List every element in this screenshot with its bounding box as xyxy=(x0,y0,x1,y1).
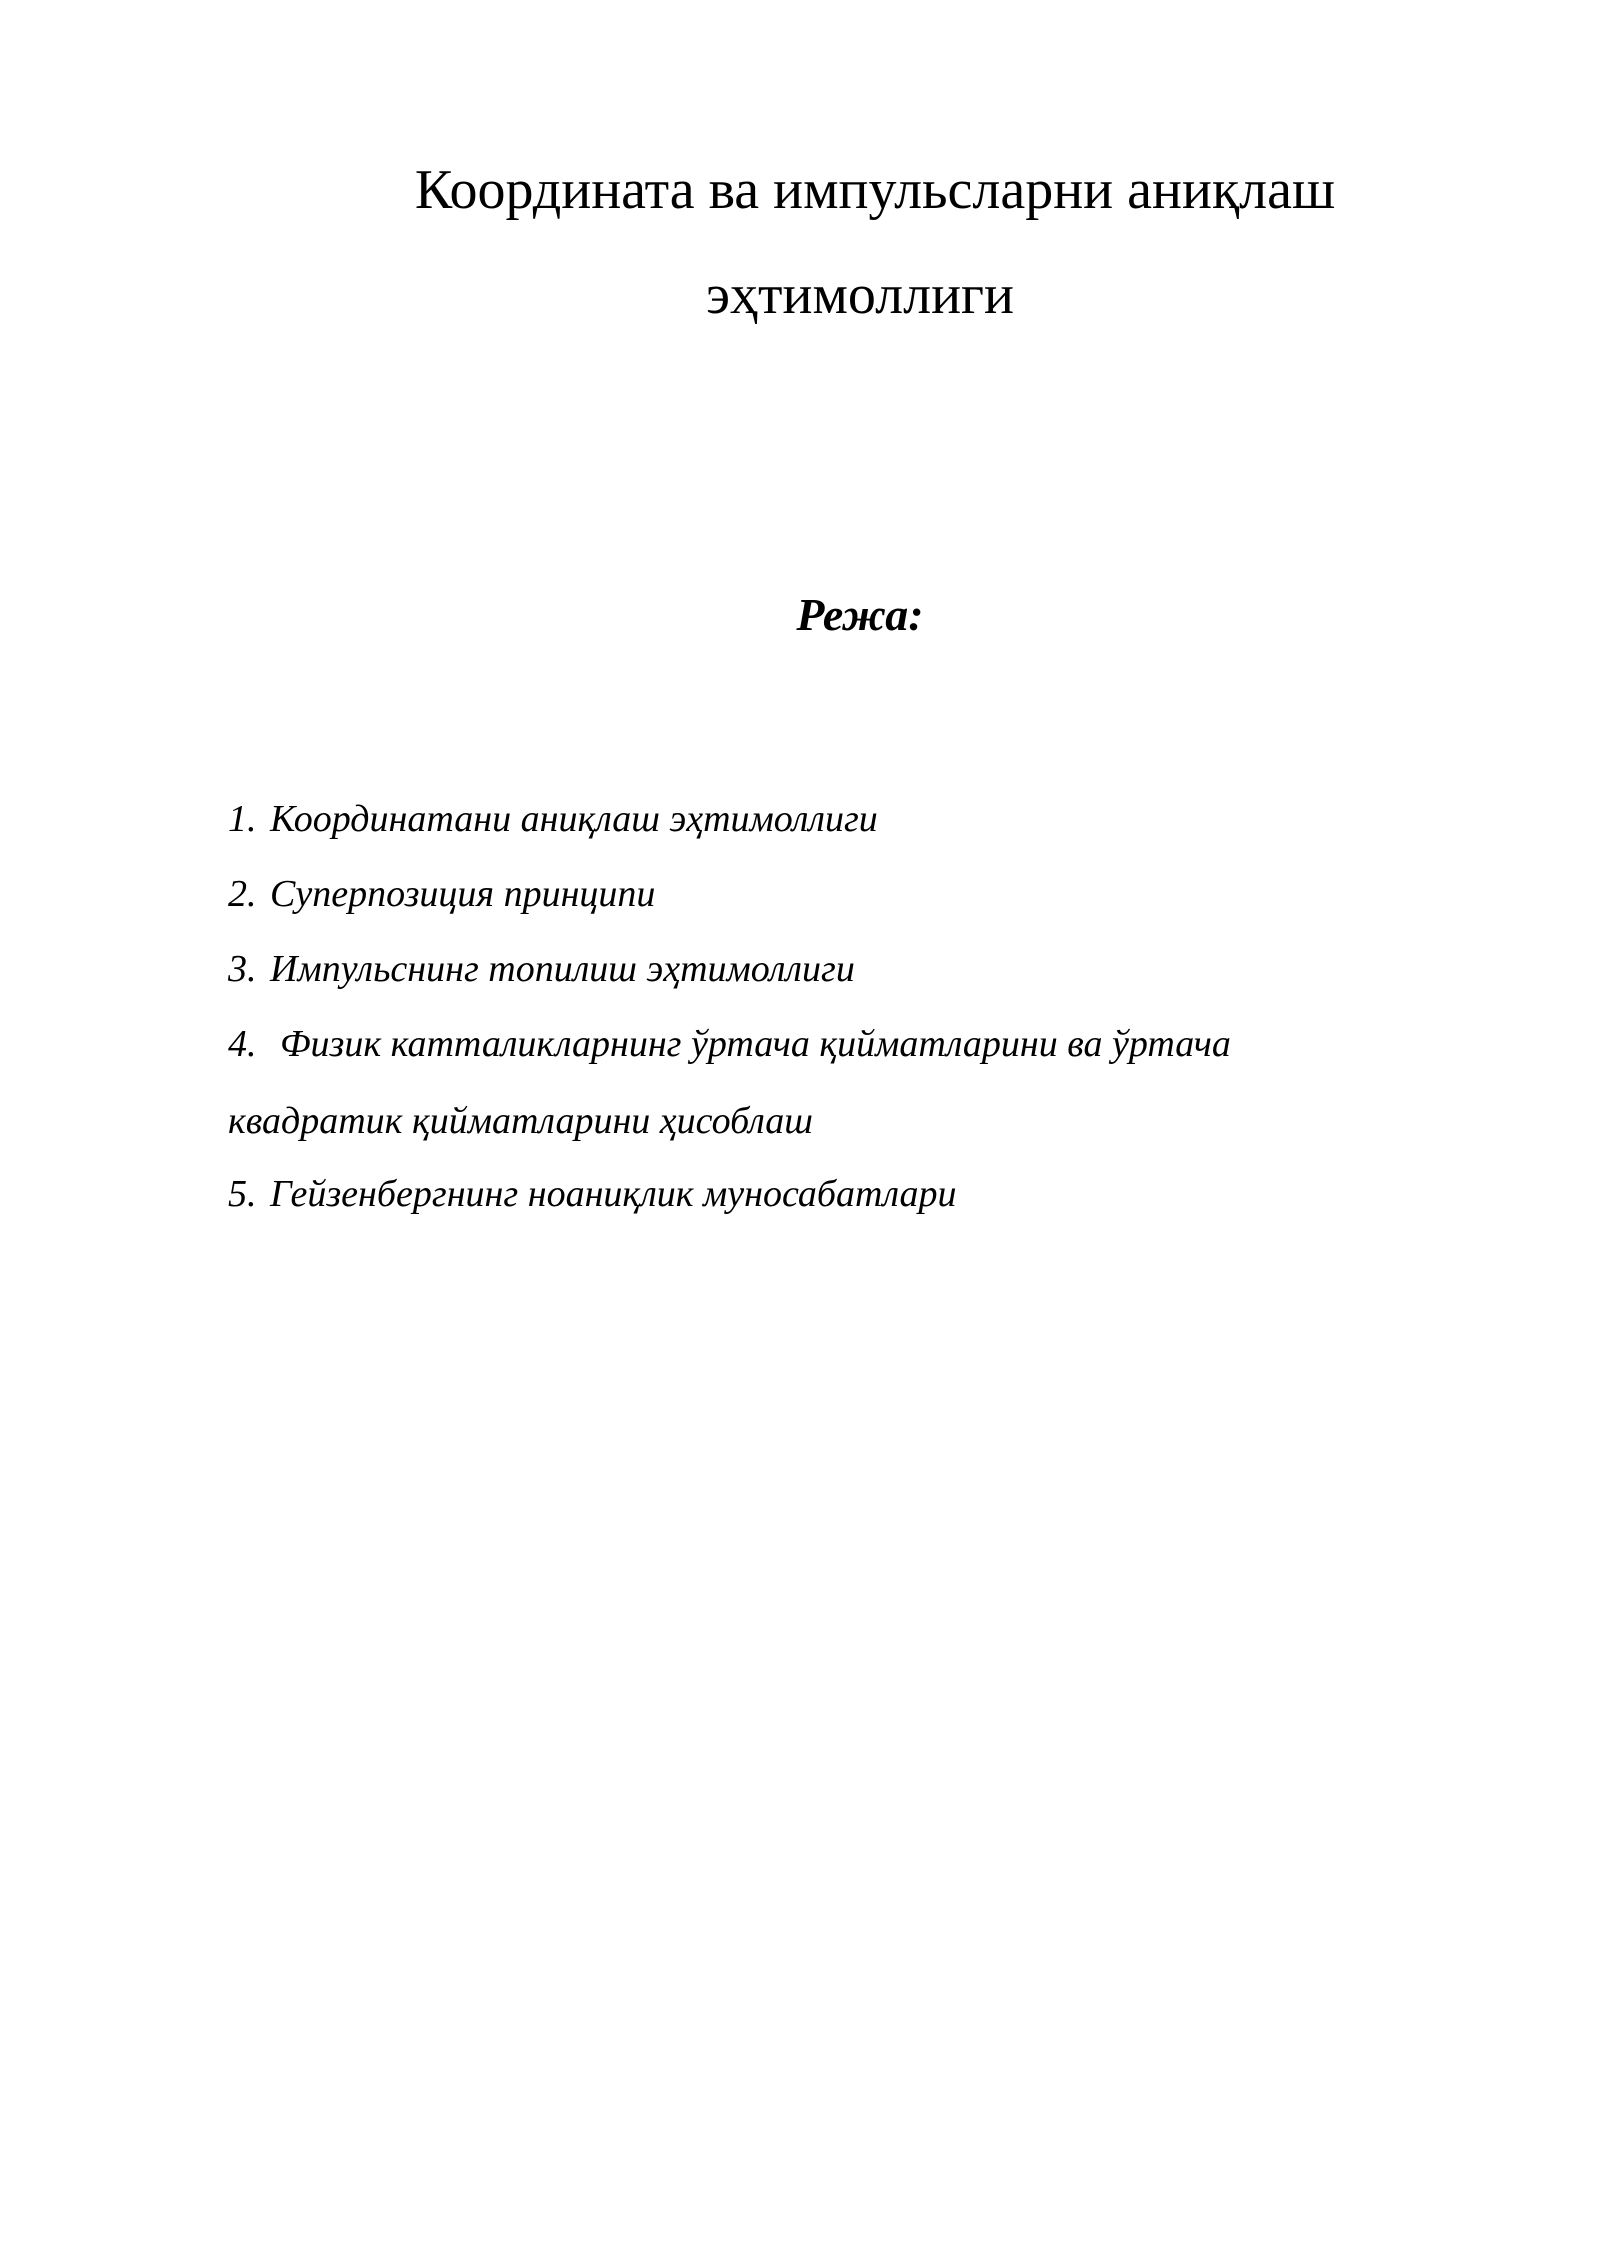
plan-item-number: 1. xyxy=(228,798,257,840)
plan-item-number: 4. xyxy=(228,1023,257,1065)
plan-item-text: Гейзенбергнинг ноаниқлик муносабатлари xyxy=(270,1173,957,1215)
document-title-line-1: Координата ва импульсларни аниқлаш xyxy=(414,159,1336,221)
plan-item-2 xyxy=(228,875,655,913)
plan-item-text: Физик катталикларнинг ўртача қийматларини ва ўртача xyxy=(280,1023,1231,1065)
plan-item-4 xyxy=(228,1025,1231,1063)
plan-item-text: Импульснинг топилиш эҳтимоллиги xyxy=(270,948,855,990)
plan-item-5 xyxy=(228,1175,957,1213)
plan-heading: Режа: xyxy=(796,589,924,640)
document-title-line-2: эҳтимоллиги xyxy=(706,264,1014,326)
plan-item-1 xyxy=(228,800,878,838)
plan-item-text: Суперпозиция принципи xyxy=(270,873,656,915)
plan-item-text: Координатани аниқлаш эҳтимоллиги xyxy=(270,798,878,840)
plan-item-text: квадратик қийматларини ҳисоблаш xyxy=(228,1100,813,1142)
plan-item-number: 5. xyxy=(228,1173,257,1215)
plan-item-4-continuation xyxy=(228,1102,813,1140)
plan-item-number: 2. xyxy=(228,873,257,915)
plan-item-number: 3. xyxy=(228,948,257,990)
plan-item-3 xyxy=(228,950,855,988)
